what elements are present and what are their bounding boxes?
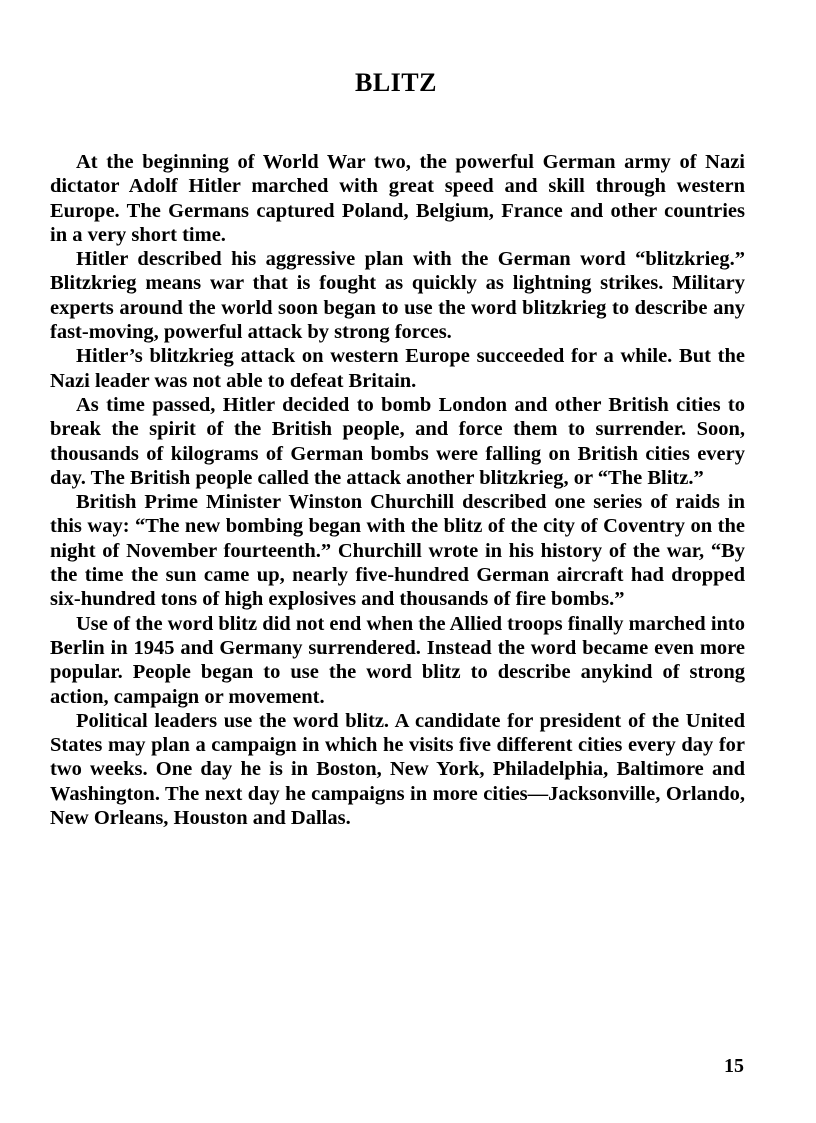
- page-title: BLITZ: [355, 68, 437, 97]
- paragraph-7: Political leaders use the word blitz. A candidate for president of the United States may plan a campaign in which he visits five different cities every day for two weeks. One day he is in Boston, New York, Philadelphia, Baltimore and Washington. The next day he campaigns in more cities—Jacksonville, Orlando, New Orleans, Houston and Dallas.: [50, 709, 745, 830]
- paragraph-3: Hitler’s blitzkrieg attack on western Europe succeeded for a while. But the Nazi leader was not able to defeat Britain.: [50, 345, 745, 392]
- paragraph-4: As time passed, Hitler decided to bomb London and other British cities to break the spirit of the British people, and force them to surrender. Soon, thousands of kilograms of German bombs were falling on British cities every day. The British people called the attack another blitzkrieg, or “The Blitz.”: [50, 393, 745, 489]
- paragraph-2: Hitler described his aggressive plan with the German word “blitzkrieg.” Blitzkrieg means war that is fought as quickly as lightning strikes. Military experts around the world soon began to use the word blitzkrieg to describe any fast-moving, powerful attack by strong forces.: [50, 248, 745, 344]
- paragraph-6: Use of the word blitz did not end when the Allied troops finally marched into Berlin in 1945 and Germany surrendered. Instead the word became even more popular. People began to use the word blitz to describe anykind of strong action, campaign or movement.: [50, 612, 745, 708]
- page-number: 15: [724, 1055, 744, 1077]
- paragraph-1: At the beginning of World War two, the powerful German army of Nazi dictator Adolf Hitler marched with great speed and skill through western Europe. The Germans captured Poland, Belgium, France and other countries in a very short time.: [50, 151, 745, 246]
- body-text: [50, 150, 745, 830]
- paragraph-5: British Prime Minister Winston Churchill described one series of raids in this way: “The new bombing began with the blitz of the city of Coventry on the night of November fourteenth.” Churchill wrote in his history of the war, “By the time the sun came up, nearly five-hundred German aircraft had dropped six-hundred tons of high explosives and thousands of fire bombs.”: [50, 491, 745, 611]
